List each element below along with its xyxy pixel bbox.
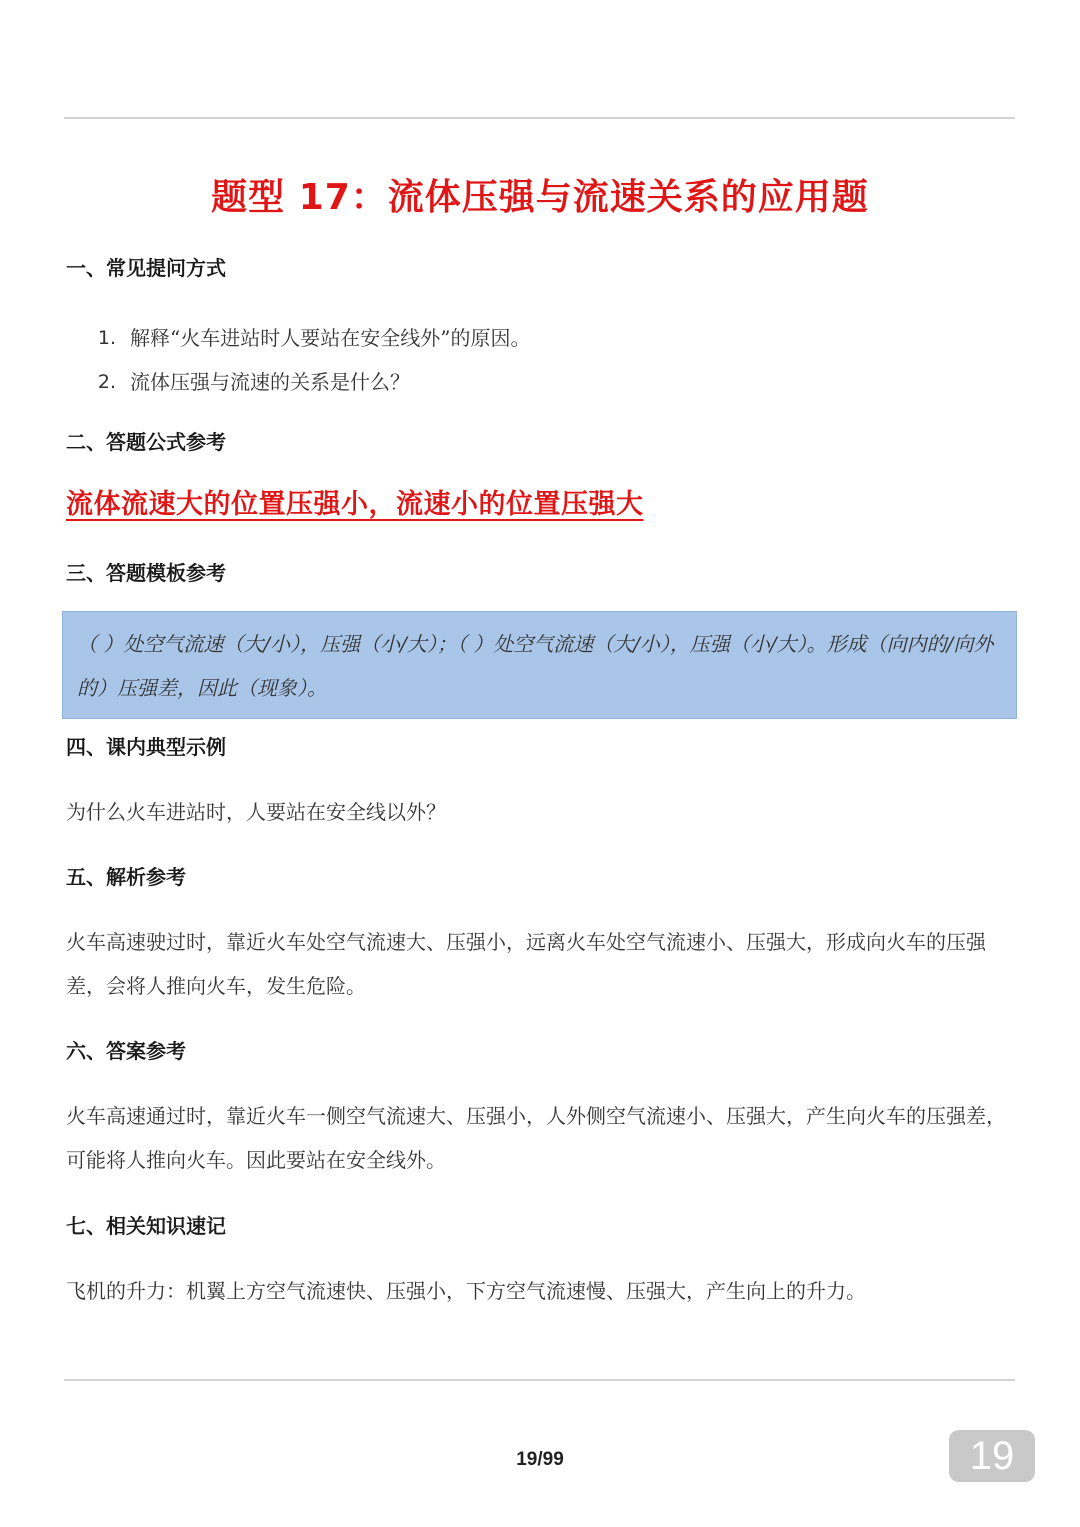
list-item [66, 316, 966, 360]
list-item-text: 流体压强与流速的关系是什么？ [130, 370, 410, 394]
top-divider [64, 117, 1015, 119]
analysis-text: 火车高速驶过时，靠近火车处空气流速大、压强小，远离火车处空气流速小、压强大，形成向火车的压强差，会将人推向火车，发生危险。 [66, 930, 986, 998]
answer-template-box [62, 611, 1017, 719]
list-item-number: 2. [97, 371, 116, 393]
answer-formula: 流体流速大的位置压强小，流速小的位置压强大 [66, 489, 644, 520]
bottom-divider [64, 1379, 1015, 1381]
answer-text: 火车高速通过时，靠近火车一侧空气流速大、压强小，人外侧空气流速小、压强大，产生向火车的压强差，可能将人推向火车。因此要站在安全线外。 [66, 1104, 1006, 1172]
list-item-number: 1. [97, 327, 116, 349]
knowledge-text: 飞机的升力：机翼上方空气流速快、压强小，下方空气流速慢、压强大，产生向上的升力。 [66, 1279, 866, 1303]
answer-template-text: （ ）处空气流速（大/小），压强（小/大）；（ ）处空气流速（大/小），压强（小/大）。形成（向内的/向外的）压强差，因此（现象）。 [77, 632, 994, 700]
page-indicator: 19/99 [516, 1449, 564, 1470]
section-heading-formula: 二、答题公式参考 [66, 430, 226, 454]
page-title: 题型 17：流体压强与流速关系的应用题 [211, 177, 869, 218]
section-heading-analysis: 五、解析参考 [66, 865, 186, 889]
section-heading-template: 三、答题模板参考 [66, 561, 226, 585]
section-heading-knowledge: 七、相关知识速记 [66, 1214, 226, 1238]
question-list [66, 316, 966, 404]
list-item [66, 360, 966, 404]
page-badge: 19 [949, 1430, 1035, 1482]
section-heading-question-types: 一、常见提问方式 [66, 256, 226, 280]
section-heading-answer: 六、答案参考 [66, 1039, 186, 1063]
list-item-text: 解释“火车进站时人要站在安全线外”的原因。 [130, 326, 531, 350]
section-heading-example: 四、课内典型示例 [66, 735, 226, 759]
example-question: 为什么火车进站时，人要站在安全线以外？ [66, 800, 446, 824]
